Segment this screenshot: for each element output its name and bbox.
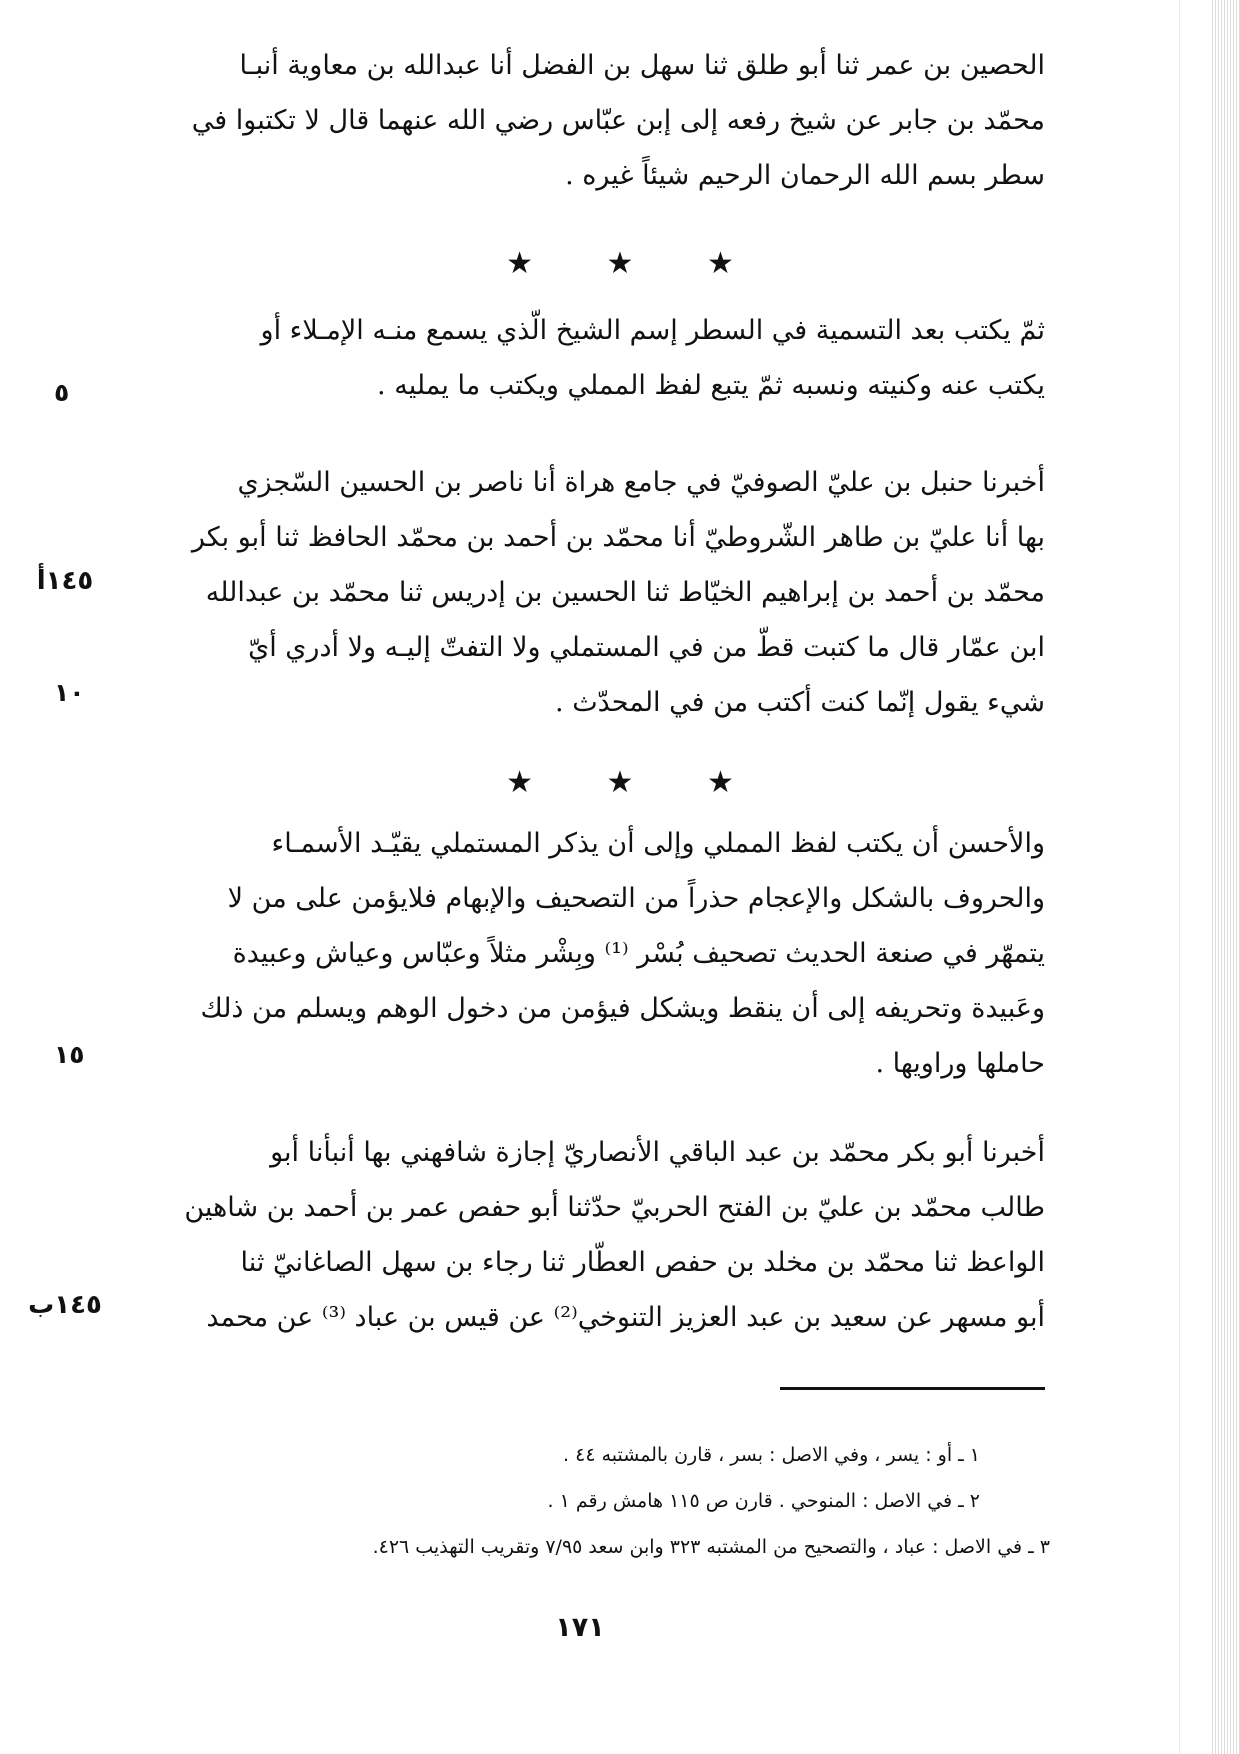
line-number: ١٠ <box>54 678 85 707</box>
page-number: ١٧١ <box>555 1612 605 1643</box>
manuscript-folio-marker: ١٤٥ب <box>28 1290 102 1320</box>
footnote: ١ ـ أو : يسر ، وفي الاصل : بسر ، قارن بالمشتبه ٤٤ . <box>563 1444 980 1466</box>
line-number: ٥ <box>54 378 70 407</box>
paragraph-5 <box>90 1125 1045 1345</box>
paragraph-2 <box>90 303 1045 413</box>
text-line: شيء يقول إنّما كنت أكتب من في المحدّث . <box>555 687 1045 718</box>
line-number: ١٥ <box>54 1040 85 1069</box>
text-line: ثمّ يكتب بعد التسمية في السطر إسم الشيخ الّذي يسمع منـه الإمـلاء أو <box>260 315 1045 346</box>
text-line: محمّد بن أحمد بن إبراهيم الخيّاط ثنا الحسين بن إدريس ثنا محمّد بن عبدالله <box>205 577 1045 608</box>
text-line: والأحسن أن يكتب لفظ المملي وإلى أن يذكر المستملي يقيّـد الأسمـاء <box>271 828 1045 859</box>
text-line: الواعظ ثنا محمّد بن مخلد بن حفص العطّار ثنا رجاء بن سهل الصاغانيّ ثنا <box>240 1247 1045 1278</box>
footnotes <box>50 1432 1050 1570</box>
text-line: أخبرنا أبو بكر محمّد بن عبد الباقي الأنصاريّ إجازة شافهني بها أنبأنا أبو <box>270 1137 1045 1168</box>
footnote: ٢ ـ في الاصل : المنوحي . قارن ص ١١٥ هامش رقم ١ . <box>547 1490 980 1512</box>
text-line: وعَبيدة وتحريفه إلى أن ينقط ويشكل فيؤمن من دخول الوهم ويسلم من ذلك <box>200 993 1045 1024</box>
text-line: والحروف بالشكل والإعجام حذراً من التصحيف والإبهام فلايؤمن على من لا <box>227 883 1045 914</box>
text-line: أخبرنا حنبل بن عليّ الصوفيّ في جامع هراة أنا ناصر بن الحسين السّجزي <box>237 467 1045 498</box>
text-line: محمّد بن جابر عن شيخ رفعه إلى إبن عبّاس رضي الله عنهما قال لا تكتبوا في <box>191 105 1045 136</box>
text-line: يتمهّر في صنعة الحديث تصحيف بُسْر ⁽¹⁾ وبِشْر مثلاً وعبّاس وعياش وعبيدة <box>232 938 1045 969</box>
text-line: ابن عمّار قال ما كتبت قطّ من في المستملي ولا التفتّ إليـه ولا أدري أيّ <box>248 632 1045 663</box>
section-separator: ★ ★ ★ <box>506 246 766 281</box>
text-line: سطر بسم الله الرحمان الرحيم شيئاً غيره . <box>565 160 1045 191</box>
footnote: ٣ ـ في الاصل : عباد ، والتصحيح من المشتبه ٣٢٣ وابن سعد ٧/٩٥ وتقريب التهذيب ٤٢٦. <box>372 1536 1050 1558</box>
section-separator: ★ ★ ★ <box>506 765 766 800</box>
text-line: طالب محمّد بن عليّ بن الفتح الحربيّ حدّثنا أبو حفص عمر بن أحمد بن شاهين <box>184 1192 1045 1223</box>
text-line: حاملها وراويها . <box>875 1048 1045 1079</box>
text-line: يكتب عنه وكنيته ونسبه ثمّ يتبع لفظ المملي ويكتب ما يمليه . <box>377 370 1045 401</box>
paragraph-4 <box>90 816 1045 1091</box>
text-line: بها أنا عليّ بن طاهر الشّروطيّ أنا محمّد بن أحمد بن محمّد الحافظ ثنا أبو بكر <box>191 522 1045 553</box>
footnote-divider <box>780 1387 1045 1390</box>
text-line: الحصين بن عمر ثنا أبو طلق ثنا سهل بن الفضل أنا عبدالله بن معاوية أنبـا <box>239 50 1045 81</box>
manuscript-folio-marker: ١٤٥أ <box>36 566 94 596</box>
paragraph-1 <box>90 38 1045 203</box>
text-line: أبو مسهر عن سعيد بن عبد العزيز التنوخي⁽²⁾ عن قيس بن عباد ⁽³⁾ عن محمد <box>206 1302 1045 1333</box>
paragraph-3 <box>90 455 1045 730</box>
